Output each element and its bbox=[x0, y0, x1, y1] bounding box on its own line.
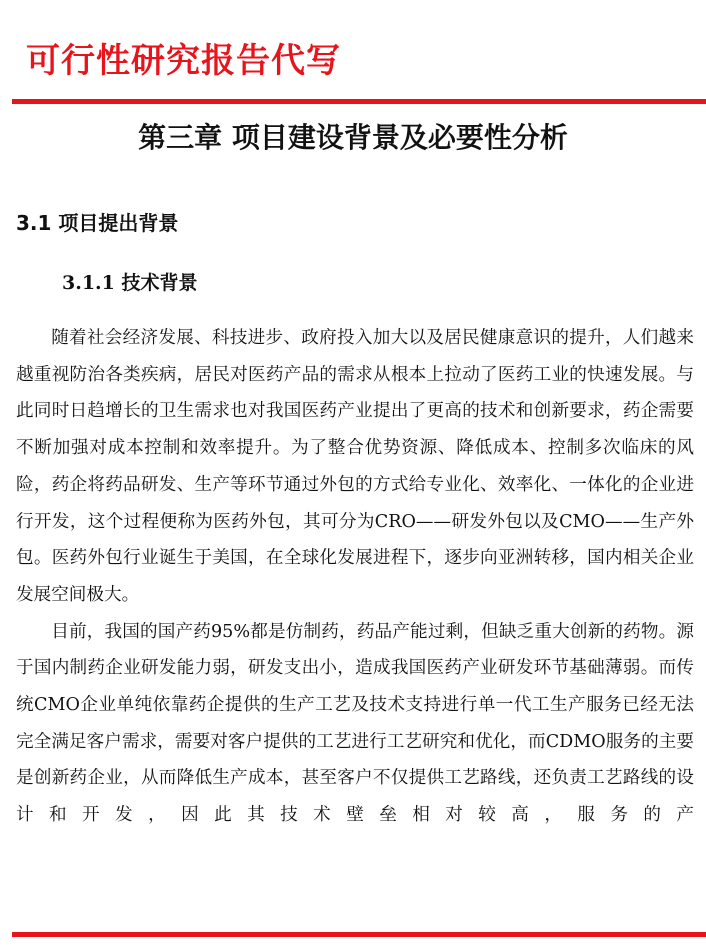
paragraph-current-situation: 目前，我国的国产药95%都是仿制药，药品产能过剩，但缺乏重大创新的药物。源于国内制药企业研发能力弱，研发支出小，造成我国医药产业研发环节基础薄弱。而传统CMO企业单纯依靠药企提供的生产工艺及技术支持进行单一代工生产服务已经无法完全满足客户需求，需要对客户提供的工艺进行工艺研究和优化，而CDMO服务的主要是创新药企业，从而降低生产成本，甚至客户不仅提供工艺路线，还负责工艺路线的设计和开发，因此其技术壁垒相对较高，服务的产 bbox=[16, 621, 694, 826]
chapter-title: 第三章 项目建设背景及必要性分析 bbox=[138, 121, 568, 154]
subsection-heading: 3.1.1 技术背景 bbox=[62, 272, 198, 294]
paragraph-technology-background: 随着社会经济发展、科技进步、政府投入加大以及居民健康意识的提升，人们越来越重视防治各类疾病，居民对医药产品的需求从根本上拉动了医药工业的快速发展。与此同时日趋增长的卫生需求也对我国医药产业提出了更高的技术和创新要求，药企需要不断加强对成本控制和效率提升。为了整合优势资源、降低成本、控制多次临床的风险，药企将药品研发、生产等环节通过外包的方式给专业化、效率化、一体化的企业进行开发，这个过程便称为医药外包，其可分为CRO——研发外包以及CMO——生产外包。医药外包行业诞生于美国，在全球化发展进程下，逐步向亚洲转移，国内相关企业发展空间极大。 bbox=[16, 328, 694, 605]
footer-divider bbox=[12, 932, 706, 937]
brand-title: 可行性研究报告代写 bbox=[26, 41, 341, 81]
body-text bbox=[16, 320, 694, 834]
header-divider bbox=[12, 99, 706, 104]
section-heading: 3.1 项目提出背景 bbox=[16, 211, 179, 235]
